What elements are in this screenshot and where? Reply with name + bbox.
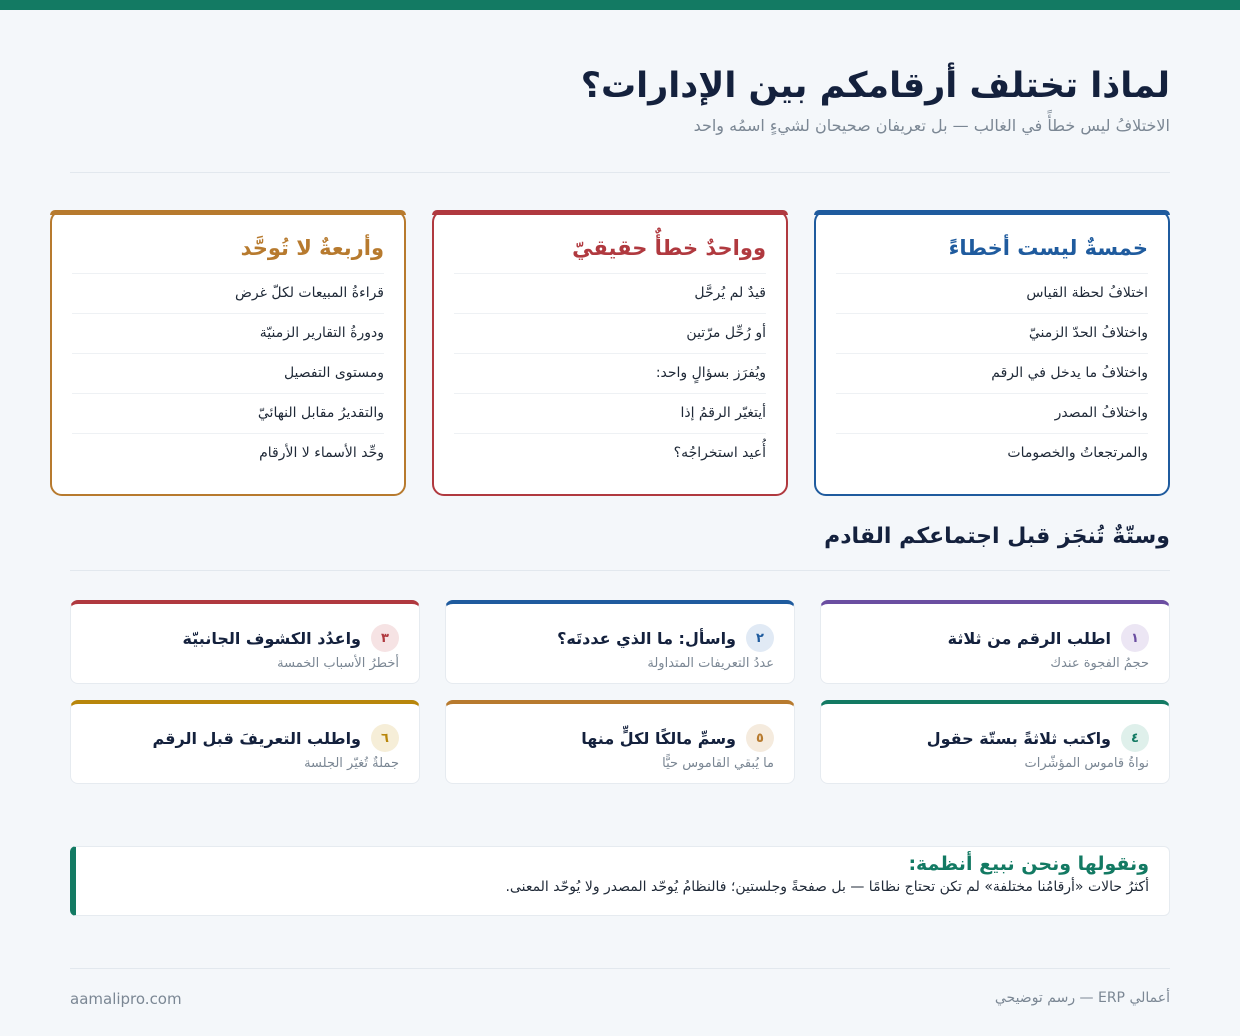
step-title: اطلب الرقم من ثلاثة — [947, 628, 1111, 648]
step-title: وسمِّ مالكًا لكلٍّ منها — [581, 728, 736, 748]
step-card — [70, 600, 420, 684]
list-item: ويُفرَز بسؤالٍ واحد: — [454, 354, 766, 394]
list-item: أيتغيّر الرقمُ إذا — [454, 394, 766, 434]
card-title: وأربعةٌ لا تُوحَّد — [72, 236, 384, 274]
page-subtitle: الاختلافُ ليس خطأً في الغالب — بل تعريفان صحيحان لشيءٍ اسمُه واحد — [693, 116, 1170, 135]
step-title: واكتب ثلاثةً بستّة حقول — [926, 728, 1111, 748]
step-subtitle: حجمُ الفجوة عندك — [1050, 656, 1149, 671]
step-title: واطلب التعريفَ قبل الرقم — [152, 728, 361, 748]
list-item: اختلافُ لحظة القياس — [836, 274, 1148, 314]
step-subtitle: جملةٌ تُغيّر الجلسة — [304, 756, 399, 771]
list-item: ومستوى التفصيل — [72, 354, 384, 394]
top-accent-bar — [0, 0, 1240, 10]
step-number-badge: ١ — [1121, 624, 1149, 652]
step-subtitle: عددُ التعريفات المتداولة — [647, 656, 774, 671]
card-not-errors — [814, 210, 1170, 496]
footer-website-link[interactable]: aamalipro.com — [70, 990, 182, 1008]
divider — [70, 570, 1170, 571]
list-item: أو رُحِّل مرّتين — [454, 314, 766, 354]
step-number-badge: ٤ — [1121, 724, 1149, 752]
note-body: أكثرُ حالات «أرقامُنا مختلفة» لم تكن تحتاج نظامًا — بل صفحةً وجلستين؛ فالنظامُ يُوحّد المصدر ولا يُوحّد المعنى. — [505, 879, 1149, 895]
step-number-badge: ٦ — [371, 724, 399, 752]
footer-caption: أعمالي ERP — رسم توضيحي — [994, 990, 1170, 1006]
step-number-badge: ٥ — [746, 724, 774, 752]
card-list — [72, 274, 384, 474]
action-steps — [70, 600, 1170, 784]
divider — [70, 968, 1170, 969]
step-number-badge: ٣ — [371, 624, 399, 652]
step-card — [820, 600, 1170, 684]
step-subtitle: أخطرُ الأسباب الخمسة — [277, 656, 399, 671]
list-item: ودورةُ التقارير الزمنيّة — [72, 314, 384, 354]
section-title: وستّةٌ تُنجَز قبل اجتماعكم القادم — [824, 524, 1170, 549]
list-item: واختلافُ الحدّ الزمنيّ — [836, 314, 1148, 354]
card-list — [454, 274, 766, 474]
list-item: والتقديرُ مقابل النهائيّ — [72, 394, 384, 434]
step-subtitle: ما يُبقي القاموس حيًّا — [662, 756, 774, 771]
list-item: وحِّد الأسماء لا الأرقام — [259, 445, 384, 461]
list-item: قراءةُ المبيعات لكلّ غرض — [72, 274, 384, 314]
step-title: واسأل: ما الذي عددتَه؟ — [557, 628, 736, 648]
callout-note — [70, 846, 1170, 916]
card-title: خمسةٌ ليست أخطاءً — [836, 236, 1148, 274]
list-item: أُعيد استخراجُه؟ — [673, 445, 766, 461]
card-not-unified — [50, 210, 406, 496]
list-item: واختلافُ ما يدخل في الرقم — [836, 354, 1148, 394]
list-item: والمرتجعاتُ والخصومات — [1007, 445, 1148, 461]
card-real-error — [432, 210, 788, 496]
card-list — [836, 274, 1148, 474]
divider — [70, 172, 1170, 173]
cause-cards — [50, 210, 1170, 496]
note-title: ونقولها ونحن نبيع أنظمة: — [908, 853, 1149, 875]
step-card — [820, 700, 1170, 784]
step-title: واعدُد الكشوف الجانبيّة — [182, 628, 361, 648]
step-card — [445, 600, 795, 684]
step-subtitle: نواةُ قاموس المؤشّرات — [1024, 756, 1149, 771]
page-title: لماذا تختلف أرقامكم بين الإدارات؟ — [580, 66, 1170, 106]
step-number-badge: ٢ — [746, 624, 774, 652]
list-item: قيدٌ لم يُرحَّل — [454, 274, 766, 314]
step-card — [70, 700, 420, 784]
card-title: وواحدٌ خطأٌ حقيقيّ — [454, 236, 766, 274]
list-item: واختلافُ المصدر — [836, 394, 1148, 434]
step-card — [445, 700, 795, 784]
